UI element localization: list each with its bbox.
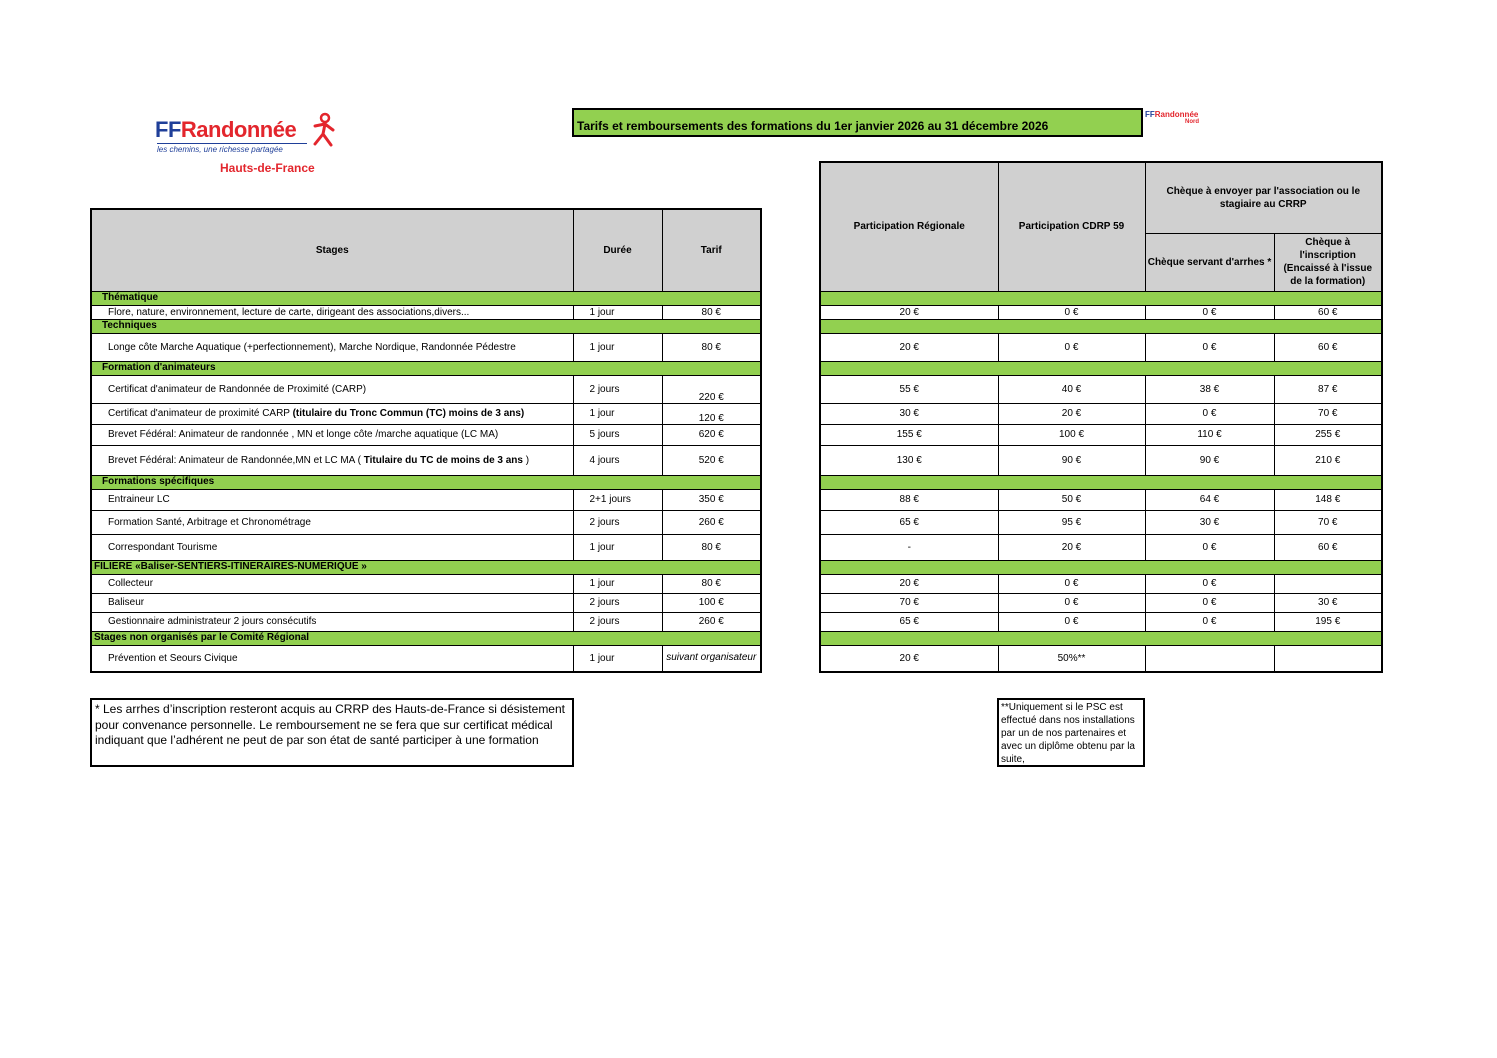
duree-cell: 1 jour — [573, 305, 662, 319]
participation-regionale-cell: 20 € — [820, 333, 998, 361]
cheque-arrhes-cell: 0 € — [1145, 612, 1274, 631]
tarif-cell: 80 € — [662, 333, 761, 361]
table-row — [820, 534, 1382, 560]
stage-name — [91, 574, 573, 593]
section-bar — [820, 560, 1382, 574]
header-tarif: Tarif — [662, 209, 761, 291]
header-participation-regionale: Participation Régionale — [820, 162, 998, 291]
logo-ff: FF — [155, 117, 181, 142]
section-row — [91, 631, 761, 645]
table-row — [91, 612, 761, 631]
logo-wordmark — [155, 117, 296, 143]
table-row — [91, 333, 761, 361]
stage-label: Gestionnaire administrateur 2 jours consécutifs — [108, 616, 317, 627]
duree-cell: 1 jour — [573, 403, 662, 424]
duree-cell: 2 jours — [573, 375, 662, 403]
participation-cdrp-cell: 100 € — [998, 424, 1145, 445]
stage-name — [91, 612, 573, 631]
table-row — [91, 593, 761, 612]
section-title: Techniques — [91, 319, 761, 333]
duree-cell: 2 jours — [573, 612, 662, 631]
participation-cdrp-cell: 20 € — [998, 403, 1145, 424]
table-row — [820, 403, 1382, 424]
cheque-inscription-cell: 70 € — [1274, 510, 1382, 534]
cheque-arrhes-cell — [1145, 645, 1274, 672]
cheque-arrhes-cell: 0 € — [1145, 593, 1274, 612]
tarif-cell: 520 € — [662, 445, 761, 475]
participation-cdrp-cell: 40 € — [998, 375, 1145, 403]
cheque-inscription-cell: 210 € — [1274, 445, 1382, 475]
duree-cell: 1 jour — [573, 333, 662, 361]
section-row — [820, 361, 1382, 375]
cheque-arrhes-cell: 0 € — [1145, 403, 1274, 424]
table-row — [820, 305, 1382, 319]
participation-regionale-cell: 55 € — [820, 375, 998, 403]
participation-cdrp-cell: 50 € — [998, 489, 1145, 510]
table-row — [91, 574, 761, 593]
stage-name — [91, 510, 573, 534]
section-title: Stages non organisés par le Comité Régional — [91, 631, 761, 645]
section-row — [91, 560, 761, 574]
participation-cdrp-cell: 0 € — [998, 574, 1145, 593]
table-row — [91, 645, 761, 672]
duree-cell: 1 jour — [573, 574, 662, 593]
stage-name — [91, 375, 573, 403]
cheque-arrhes-cell: 110 € — [1145, 424, 1274, 445]
section-row — [820, 475, 1382, 489]
header-cheque-group: Chèque à envoyer par l'association ou le stagiaire au CRRP — [1145, 162, 1382, 233]
stage-label: Prévention et Seours Civique — [108, 652, 238, 664]
section-row — [91, 361, 761, 375]
stage-label: Certificat d'animateur de Randonnée de Proximité (CARP) — [108, 383, 367, 395]
section-bar — [820, 291, 1382, 305]
stage-label-end: ) — [525, 454, 530, 466]
cheque-arrhes-cell: 0 € — [1145, 333, 1274, 361]
header-participation-cdrp: Participation CDRP 59 — [998, 162, 1145, 291]
duree-cell: 5 jours — [573, 424, 662, 445]
tarif-cell: 350 € — [662, 489, 761, 510]
stage-name — [91, 593, 573, 612]
tarif-cell: 260 € — [662, 612, 761, 631]
cheque-inscription-cell — [1274, 574, 1382, 593]
duree-cell: 4 jours — [573, 445, 662, 475]
stage-label: Formation Santé, Arbitrage et Chronométrage — [108, 516, 311, 528]
stage-label: Certificat d'animateur de proximité CARP — [108, 408, 290, 419]
stage-name — [91, 403, 573, 424]
participation-cdrp-cell: 95 € — [998, 510, 1145, 534]
logo-region: Hauts-de-France — [220, 161, 315, 175]
duree-cell: 1 jour — [573, 534, 662, 560]
header-cheque-inscription: Chèque à l'inscription (Encaissé à l'issue de la formation) — [1274, 233, 1382, 291]
section-row — [91, 475, 761, 489]
section-bar — [820, 361, 1382, 375]
participation-regionale-cell: 65 € — [820, 612, 998, 631]
cheque-inscription-cell: 60 € — [1274, 534, 1382, 560]
cheque-arrhes-cell: 0 € — [1145, 305, 1274, 319]
section-bar — [820, 475, 1382, 489]
section-title: Formations spécifiques — [91, 475, 761, 489]
page-title: Tarifs et remboursements des formations du 1er janvier 2026 au 31 décembre 2026 — [572, 108, 1143, 137]
header-stages: Stages — [91, 209, 573, 291]
participation-cdrp-cell: 0 € — [998, 305, 1145, 319]
table-row — [820, 375, 1382, 403]
participation-cdrp-cell: 90 € — [998, 445, 1145, 475]
table-row — [820, 574, 1382, 593]
table-row — [91, 424, 761, 445]
section-row — [820, 631, 1382, 645]
cheque-inscription-cell: 148 € — [1274, 489, 1382, 510]
cheque-inscription-cell: 60 € — [1274, 333, 1382, 361]
cheque-inscription-cell: 255 € — [1274, 424, 1382, 445]
table-row — [820, 612, 1382, 631]
cheque-inscription-cell: 87 € — [1274, 375, 1382, 403]
participation-cdrp-cell: 0 € — [998, 333, 1145, 361]
stage-name — [91, 333, 573, 361]
table-row — [91, 534, 761, 560]
tarif-cell: suivant organisateur — [662, 645, 761, 672]
stage-label: Flore, nature, environnement, lecture de carte, dirigeant des associations,divers... — [108, 306, 470, 318]
logo-tagline: les chemins, une richesse partagée — [157, 143, 307, 154]
tarif-cell: 80 € — [662, 305, 761, 319]
participation-regionale-cell: 130 € — [820, 445, 998, 475]
table-row — [820, 424, 1382, 445]
participation-cdrp-cell: 0 € — [998, 612, 1145, 631]
stage-name — [91, 305, 573, 319]
stage-label-bold: (titulaire du Tronc Commun (TC) moins de 3 ans) — [292, 408, 525, 419]
participation-regionale-cell: 70 € — [820, 593, 998, 612]
table-row — [91, 403, 761, 424]
tarif-cell: 80 € — [662, 574, 761, 593]
participation-table — [819, 161, 1383, 673]
table-row — [820, 333, 1382, 361]
table-row — [91, 510, 761, 534]
participation-regionale-cell: 88 € — [820, 489, 998, 510]
participation-regionale-cell: - — [820, 534, 998, 560]
cheque-arrhes-cell: 0 € — [1145, 574, 1274, 593]
cheque-arrhes-cell: 0 € — [1145, 534, 1274, 560]
ffrandonnee-logo — [155, 112, 340, 182]
stage-label: Entraineur LC — [108, 494, 170, 505]
table-row — [91, 305, 761, 319]
participation-cdrp-cell: 0 € — [998, 593, 1145, 612]
section-row — [91, 319, 761, 333]
section-row — [91, 291, 761, 305]
hiker-icon — [307, 112, 337, 148]
stage-name — [91, 534, 573, 560]
cheque-arrhes-cell: 64 € — [1145, 489, 1274, 510]
participation-regionale-cell: 30 € — [820, 403, 998, 424]
section-row — [820, 319, 1382, 333]
section-row — [820, 291, 1382, 305]
table-row — [820, 593, 1382, 612]
tarif-cell: 220 € — [662, 375, 761, 403]
cheque-inscription-cell — [1274, 645, 1382, 672]
table-row — [91, 375, 761, 403]
participation-regionale-cell: 155 € — [820, 424, 998, 445]
participation-regionale-cell: 65 € — [820, 510, 998, 534]
stage-label: Brevet Fédéral: Animateur de Randonnée,MN et LC MA ( — [108, 454, 361, 466]
stage-label: Baliseur — [108, 597, 145, 608]
stage-label: Brevet Fédéral: Animateur de randonnée , MN et longe côte /marche aquatique (LC MA) — [108, 429, 499, 440]
header-cheque-arrhes: Chèque servant d'arrhes * — [1145, 233, 1274, 291]
table-row — [91, 489, 761, 510]
cheque-arrhes-cell: 90 € — [1145, 445, 1274, 475]
tarif-cell: 80 € — [662, 534, 761, 560]
participation-cdrp-cell: 50%** — [998, 645, 1145, 672]
stages-table — [90, 208, 762, 673]
header-duree: Durée — [573, 209, 662, 291]
tarif-cell: 100 € — [662, 593, 761, 612]
cheque-inscription-cell: 70 € — [1274, 403, 1382, 424]
section-row — [820, 560, 1382, 574]
small-logo-sub: Nord — [1185, 119, 1199, 125]
stage-label: Correspondant Tourisme — [108, 541, 218, 553]
section-title: Formation d'animateurs — [91, 361, 761, 375]
small-logo-ff: FF — [1145, 110, 1155, 119]
note-psc: **Uniquement si le PSC est effectué dans nos installations par un de nos partenaires et avec un diplôme obtenu par la suite, — [997, 698, 1145, 767]
table-row — [820, 445, 1382, 475]
stage-name — [91, 645, 573, 672]
duree-cell: 2 jours — [573, 593, 662, 612]
stage-name — [91, 445, 573, 475]
logo-randonnee: Randonnée — [180, 117, 297, 142]
cheque-arrhes-cell: 30 € — [1145, 510, 1274, 534]
cheque-inscription-cell: 60 € — [1274, 305, 1382, 319]
tarif-cell: 120 € — [662, 403, 761, 424]
cheque-inscription-cell: 195 € — [1274, 612, 1382, 631]
participation-regionale-cell: 20 € — [820, 574, 998, 593]
table-row — [820, 645, 1382, 672]
tarif-cell: 620 € — [662, 424, 761, 445]
stage-name — [91, 489, 573, 510]
section-bar — [820, 319, 1382, 333]
duree-cell: 1 jour — [573, 645, 662, 672]
table-row — [820, 489, 1382, 510]
cheque-inscription-cell: 30 € — [1274, 593, 1382, 612]
participation-regionale-cell: 20 € — [820, 645, 998, 672]
duree-cell: 2+1 jours — [573, 489, 662, 510]
section-title: FILIERE «Baliser-SENTIERS-ITINERAIRES-NUMERIQUE » — [91, 560, 761, 574]
duree-cell: 2 jours — [573, 510, 662, 534]
ffrandonnee-nord-logo — [1145, 110, 1215, 136]
participation-cdrp-cell: 20 € — [998, 534, 1145, 560]
participation-regionale-cell: 20 € — [820, 305, 998, 319]
stage-name — [91, 424, 573, 445]
section-title: Thématique — [91, 291, 761, 305]
stage-label-bold: Titulaire du TC de moins de 3 ans — [363, 454, 523, 466]
table-row — [91, 445, 761, 475]
note-arrhes: * Les arrhes d’inscription resteront acquis au CRRP des Hauts-de-France si désistement pour convenance personnelle. Le remboursement ne se fera que sur certificat médical indiquant que l’adhérent ne peut de par son état de santé participer à une formation — [90, 698, 574, 767]
stage-label: Collecteur — [108, 578, 154, 589]
table-row — [820, 510, 1382, 534]
cheque-arrhes-cell: 38 € — [1145, 375, 1274, 403]
stage-label: Longe côte Marche Aquatique (+perfectionnement), Marche Nordique, Randonnée Pédestre — [108, 341, 516, 353]
tarif-cell: 260 € — [662, 510, 761, 534]
section-bar — [820, 631, 1382, 645]
small-logo-randonnee: Randonnée — [1154, 110, 1199, 119]
